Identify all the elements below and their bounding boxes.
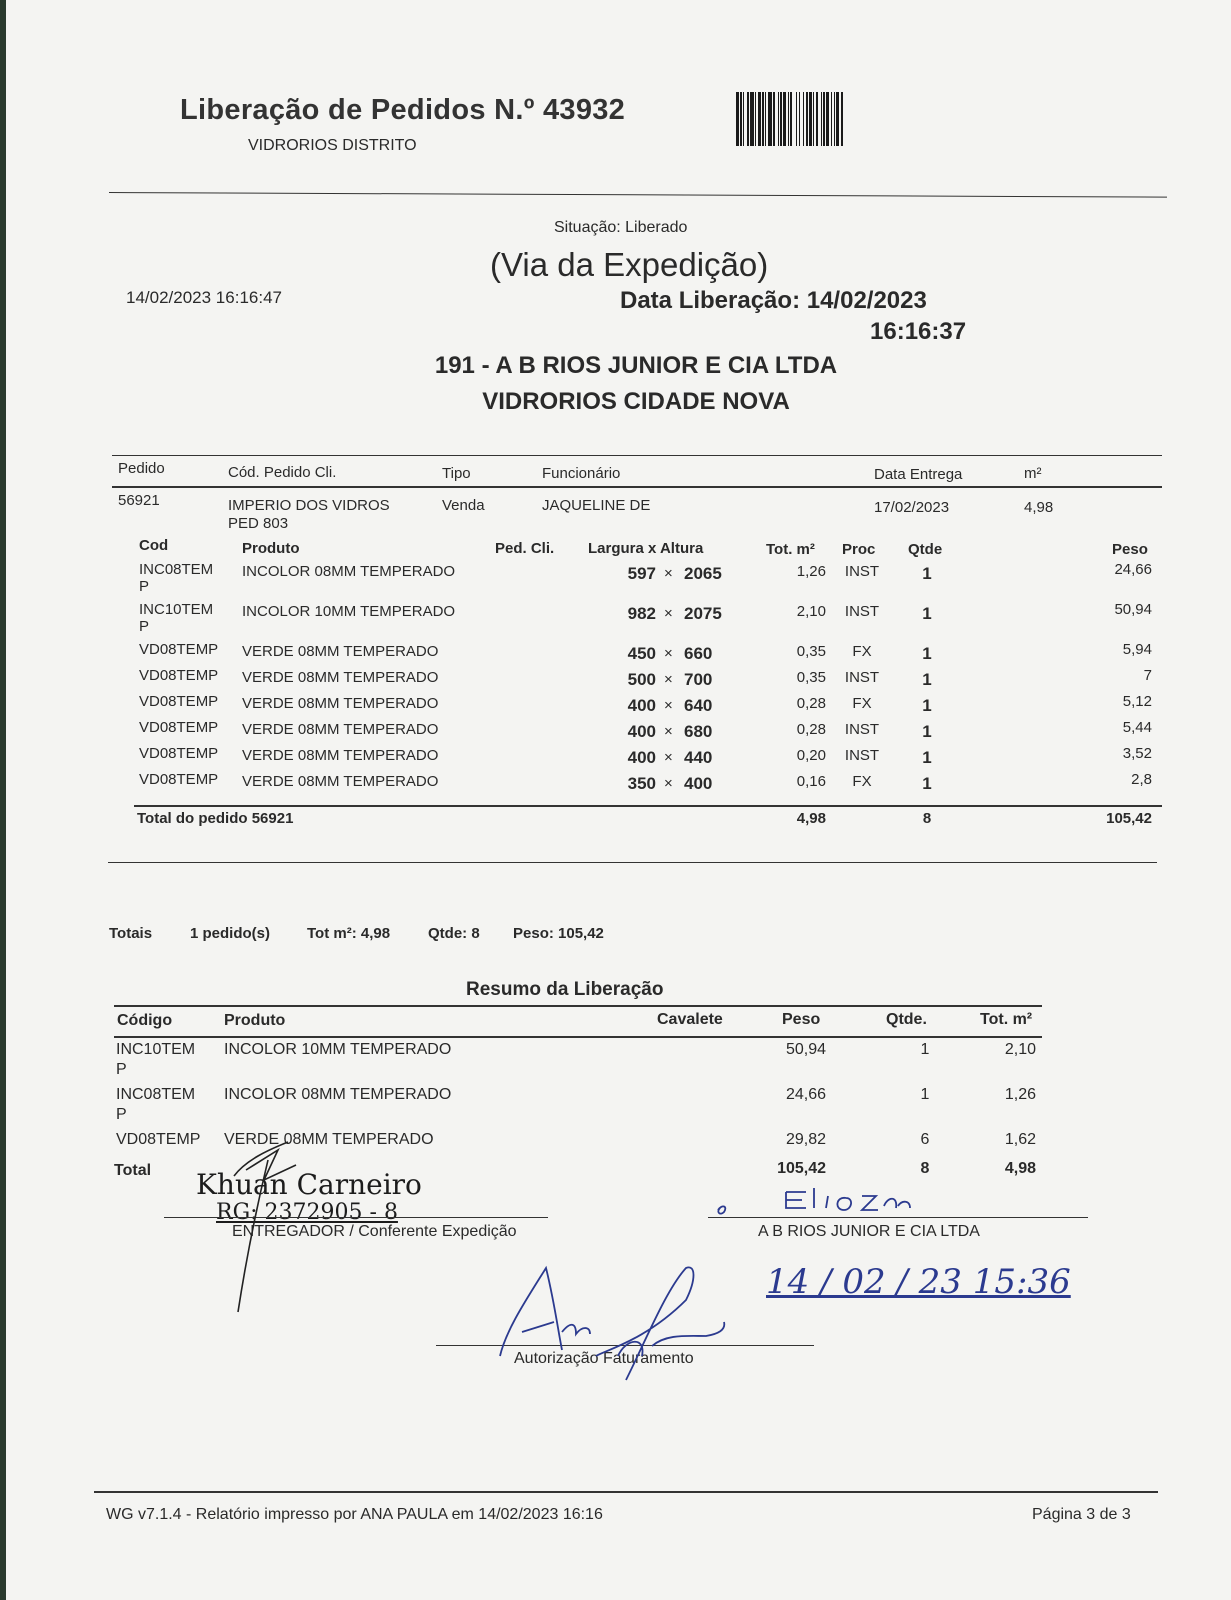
item-peso: 50,94 [1114, 601, 1152, 618]
signature-label-cliente: A B RIOS JUNIOR E CIA LTDA [758, 1223, 980, 1240]
col-qtde: Qtde [908, 541, 943, 558]
totals-peso: Peso: 105,42 [513, 925, 604, 942]
item-peso: 24,66 [1114, 561, 1152, 578]
item-largura: 500 [627, 670, 656, 689]
order-total-peso: 105,42 [1106, 810, 1152, 827]
summary-col-peso: Peso [782, 1011, 821, 1028]
summary-peso: 24,66 [785, 1086, 826, 1103]
item-altura: 2075 [684, 604, 722, 623]
item-largura: 982 [627, 604, 656, 623]
item-dim-separator: × [664, 565, 673, 582]
item-qtde: 1 [922, 564, 932, 583]
order-total-label: Total do pedido 56921 [137, 810, 294, 827]
item-proc: INST [844, 747, 880, 764]
item-peso: 3,52 [1122, 745, 1152, 762]
item-proc: INST [844, 721, 880, 738]
item-produto: VERDE 08MM TEMPERADO [242, 747, 439, 764]
summary-codigo: VD08TEMP [116, 1131, 201, 1148]
item-altura: 400 [684, 774, 713, 793]
item-altura: 700 [684, 670, 713, 689]
col-largura-altura: Largura x Altura [588, 540, 704, 557]
col-produto: Produto [242, 540, 300, 557]
footer-page-number: Página 3 de 3 [1032, 1506, 1131, 1523]
item-tot-m2: 2,10 [796, 603, 826, 620]
summary-qtde: 1 [920, 1041, 930, 1058]
handwritten-signatures [6, 0, 1231, 1400]
item-dim-separator: × [664, 723, 673, 740]
item-produto: VERDE 08MM TEMPERADO [242, 721, 439, 738]
item-proc: INST [844, 669, 880, 686]
company-name: VIDRORIOS DISTRITO [248, 137, 417, 154]
item-tot-m2: 0,28 [796, 695, 826, 712]
item-peso: 2,8 [1131, 771, 1152, 788]
summary-tot-m2: 2,10 [1004, 1041, 1036, 1058]
summary-col-tot-m2: Tot. m² [980, 1011, 1033, 1028]
item-dim-separator: × [664, 775, 673, 792]
item-dim-separator: × [664, 605, 673, 622]
release-time: 16:16:37 [870, 318, 967, 345]
item-dim-separator: × [664, 749, 673, 766]
item-produto: VERDE 08MM TEMPERADO [242, 643, 439, 660]
item-largura: 400 [627, 696, 656, 715]
item-cod-cont: P [139, 618, 150, 635]
release-date: Data Liberação: 14/02/2023 [620, 287, 927, 314]
item-qtde: 1 [922, 670, 932, 689]
item-tot-m2: 0,28 [796, 721, 826, 738]
col-cod: Cod [139, 537, 169, 554]
totals-m2: Tot m²: 4,98 [307, 925, 391, 942]
col-ped-cli: Ped. Cli. [495, 540, 555, 557]
client-name: 191 - A B RIOS JUNIOR E CIA LTDA [434, 352, 838, 379]
item-qtde: 1 [922, 722, 932, 741]
item-produto: INCOLOR 08MM TEMPERADO [242, 563, 456, 580]
col-peso: Peso [1112, 541, 1148, 558]
item-dim-separator: × [664, 671, 673, 688]
item-tot-m2: 0,35 [796, 669, 826, 686]
item-qtde: 1 [922, 696, 932, 715]
item-cod: VD08TEMP [139, 641, 219, 658]
item-peso: 5,12 [1122, 693, 1152, 710]
item-qtde: 1 [922, 644, 932, 663]
item-altura: 2065 [684, 564, 722, 583]
item-cod: VD08TEMP [139, 719, 219, 736]
summary-codigo-cont: P [116, 1061, 127, 1078]
delivery-date: 17/02/2023 [874, 499, 950, 516]
col-funcionario: Funcionário [542, 465, 621, 482]
summary-codigo: INC10TEM [116, 1041, 196, 1058]
client-order-code-2: PED 803 [228, 515, 289, 532]
signature-label-faturamento: Autorização Faturamento [514, 1350, 694, 1367]
item-largura: 350 [627, 774, 656, 793]
summary-qtde: 6 [920, 1131, 930, 1148]
summary-col-cavalete: Cavalete [657, 1011, 723, 1028]
item-peso: 5,44 [1122, 719, 1152, 736]
item-cod: VD08TEMP [139, 771, 219, 788]
order-type: Venda [442, 497, 485, 514]
employee-name: JAQUELINE DE [542, 497, 651, 514]
item-cod: INC08TEM [139, 561, 214, 578]
item-produto: VERDE 08MM TEMPERADO [242, 669, 439, 686]
item-tot-m2: 1,26 [796, 563, 826, 580]
item-qtde: 1 [922, 604, 932, 623]
item-peso: 7 [1143, 667, 1152, 684]
item-cod: INC10TEM [139, 601, 214, 618]
item-peso: 5,94 [1122, 641, 1152, 658]
item-cod: VD08TEMP [139, 693, 219, 710]
summary-total-label: Total [114, 1162, 152, 1179]
order-total-m2: 4,98 [796, 810, 826, 827]
footer-divider [94, 1491, 1158, 1493]
item-proc: INST [844, 563, 880, 580]
summary-produto: VERDE 08MM TEMPERADO [224, 1131, 434, 1148]
order-m2: 4,98 [1024, 499, 1054, 516]
summary-qtde: 1 [920, 1086, 930, 1103]
item-altura: 660 [684, 644, 713, 663]
summary-total-qtde: 8 [920, 1160, 930, 1177]
col-tipo: Tipo [442, 465, 471, 482]
status-text: Situação: Liberado [554, 219, 688, 236]
item-largura: 400 [627, 722, 656, 741]
item-qtde: 1 [922, 774, 932, 793]
summary-total-m2: 4,98 [1004, 1160, 1036, 1177]
order-total-qtde: 8 [922, 810, 932, 827]
col-tot-m2: Tot. m² [766, 541, 815, 558]
summary-produto: INCOLOR 10MM TEMPERADO [224, 1041, 452, 1058]
item-cod-cont: P [139, 578, 150, 595]
document-title: Liberação de Pedidos N.º 43932 [180, 94, 626, 126]
totals-label: Totais [109, 925, 153, 942]
summary-tot-m2: 1,62 [1004, 1131, 1036, 1148]
item-largura: 450 [627, 644, 656, 663]
item-altura: 680 [684, 722, 713, 741]
stamp-name: Khuan Carneiro [196, 1168, 422, 1201]
col-cod-pedido-cli: Cód. Pedido Cli. [228, 464, 337, 481]
print-timestamp: 14/02/2023 16:16:47 [126, 288, 282, 307]
totals-qtde: Qtde: 8 [428, 925, 480, 942]
client-branch: VIDRORIOS CIDADE NOVA [482, 388, 790, 415]
summary-codigo-cont: P [116, 1106, 127, 1123]
signature-label-expedicao: ENTREGADOR / Conferente Expedição [232, 1223, 517, 1240]
footer-print-info: WG v7.1.4 - Relatório impresso por ANA PAULA em 14/02/2023 16:16 [106, 1506, 603, 1523]
summary-col-codigo: Código [117, 1012, 173, 1029]
item-largura: 597 [627, 564, 656, 583]
item-tot-m2: 0,35 [796, 643, 826, 660]
item-dim-separator: × [664, 697, 673, 714]
item-altura: 640 [684, 696, 713, 715]
item-produto: VERDE 08MM TEMPERADO [242, 695, 439, 712]
item-proc: INST [844, 603, 880, 620]
summary-col-produto: Produto [224, 1012, 286, 1029]
summary-col-qtde: Qtde. [886, 1011, 927, 1028]
copy-label: (Via da Expedição) [490, 246, 769, 283]
item-proc: FX [852, 695, 872, 712]
stamp-rg: RG: 2372905 - 8 [216, 1200, 398, 1225]
summary-total-peso: 105,42 [777, 1160, 826, 1177]
item-dim-separator: × [664, 645, 673, 662]
client-order-code-1: IMPERIO DOS VIDROS [228, 497, 390, 514]
col-pedido: Pedido [118, 460, 165, 477]
item-largura: 400 [627, 748, 656, 767]
col-data-entrega: Data Entrega [874, 466, 963, 483]
item-altura: 440 [684, 748, 713, 767]
col-proc: Proc [842, 541, 876, 558]
item-produto: VERDE 08MM TEMPERADO [242, 773, 439, 790]
item-tot-m2: 0,20 [796, 747, 826, 764]
document-page [6, 0, 1231, 1600]
col-m2: m² [1024, 465, 1042, 482]
item-tot-m2: 0,16 [796, 773, 826, 790]
summary-peso: 50,94 [785, 1041, 826, 1058]
summary-peso: 29,82 [785, 1131, 826, 1148]
summary-tot-m2: 1,26 [1004, 1086, 1036, 1103]
totals-orders: 1 pedido(s) [190, 925, 271, 942]
item-cod: VD08TEMP [139, 667, 219, 684]
summary-produto: INCOLOR 08MM TEMPERADO [224, 1086, 452, 1103]
order-number: 56921 [118, 492, 160, 509]
summary-title: Resumo da Liberação [466, 979, 664, 1000]
item-proc: FX [852, 773, 872, 790]
summary-codigo: INC08TEM [116, 1086, 196, 1103]
item-cod: VD08TEMP [139, 745, 219, 762]
item-proc: FX [852, 643, 872, 660]
handwritten-date: 14 / 02 / 23 15:36 [766, 1262, 1071, 1302]
item-qtde: 1 [922, 748, 932, 767]
item-produto: INCOLOR 10MM TEMPERADO [242, 603, 456, 620]
